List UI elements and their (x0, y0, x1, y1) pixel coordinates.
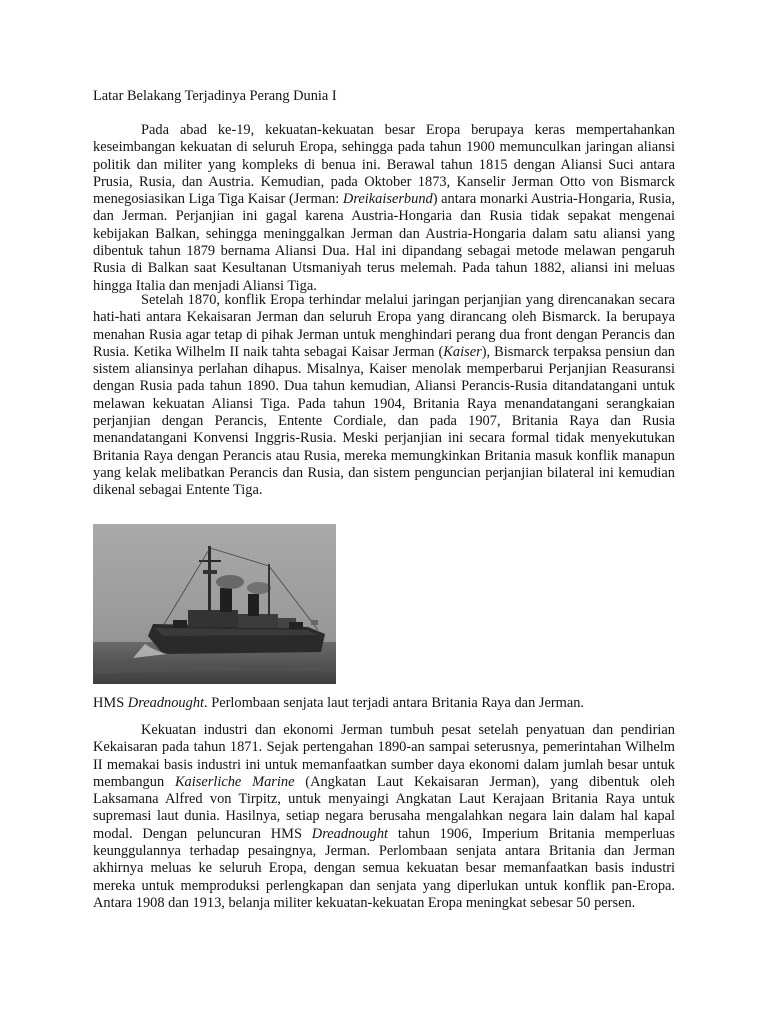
paragraph-2-text-b: ), Bismarck terpaksa pensiun dan sistem aliansinya perlahan dihapus. Misalnya, Kaiser menolak memperbarui Perjanjian Reasuransi dengan Rusia pada tahun 1890. Dua tahun kemudian, Aliansi Perancis-Rusia ditandatangani untuk melawan kekuatan Aliansi Tiga. Pada tahun 1904, Britania Raya menandatangani serangkaian perjanjian dengan Perancis, Entente Cordiale, dan pada 1907, Britania Raya dan Rusia menandatangani Konvensi Inggris-Rusia. Meski perjanjian ini secara formal tidak menyekutukan Britania Raya dengan Perancis atau Rusia, mereka memungkinkan Britania masuk konflik manapun yang kelak melibatkan Perancis dan Rusia, dan sistem penguncian perjanjian bilateral ini kemudian dikenal sebagai Entente Tiga. (93, 343, 676, 499)
paragraph-1 (93, 122, 675, 295)
paragraph-3-text-b: (Angkatan Laut Kekaisaran Jerman), yang dibentuk oleh Laksamana Alfred von Tirpitz, untuk menyaingi Angkatan Laut Kerajaan Britania Raya untuk supremasi laut dunia. Hasilnya, setiap negara berusaha mengalahkan negara lain dalam hal kapal modal. Dengan peluncuran HMS (93, 773, 675, 842)
caption-prefix: HMS (93, 695, 128, 711)
photo-caption (93, 695, 584, 712)
paragraph-2-italic: Kaiser (443, 343, 482, 360)
paragraph-2 (93, 292, 675, 500)
paragraph-3-italic-2: Dreadnought (311, 825, 389, 842)
paragraph-3 (93, 722, 675, 912)
paragraph-3-italic-1: Kaiserliche Marine (174, 773, 295, 790)
paragraph-2-text-a: Setelah 1870, konflik Eropa terhindar melalui jaringan perjanjian yang direncanakan secara hati-hati antara Kekaisaran Jerman dan seluruh Eropa yang dirancang oleh Bismarck. Ia berupaya menahan Rusia agar tetap di pihak Jerman untuk menghindari perang dua front dengan Perancis dan Rusia. Ketika Wilhelm II naik tahta sebagai Kaisar Jerman ( (93, 292, 675, 360)
document-title: Latar Belakang Terjadinya Perang Dunia I (93, 88, 337, 104)
battleship-photo (93, 524, 336, 684)
paragraph-1-text-a: Pada abad ke-19, kekuatan-kekuatan besar Eropa berupaya keras mempertahankan keseimbangan kekuatan di seluruh Eropa, sehingga pada tahun 1900 memunculkan jaringan aliansi politik dan militer yang kompleks di benua ini. Berawal tahun 1815 dengan Aliansi Suci antara Prusia, Rusia, dan Austria. Kemudian, pada Oktober 1873, Kanselir Jerman Otto von Bismarck menegosiasikan Liga Tiga Kaisar (Jerman: (93, 122, 675, 208)
caption-ship-name: Dreadnought (127, 695, 205, 711)
paragraph-3-text-a: Kekuatan industri dan ekonomi Jerman tumbuh pesat setelah penyatuan dan pendirian Kekaisaran pada tahun 1871. Sejak pertengahan 1890-an sampai seterusnya, pemerintahan Wilhelm II memakai basis industri ini untuk memanfaatkan sumber daya ekonomi dalam jumlah besar untuk membangun (93, 722, 675, 790)
caption-text: . Perlombaan senjata laut terjadi antara Britania Raya dan Jerman. (204, 695, 585, 711)
paragraph-1-italic: Dreikaiserbund (342, 191, 433, 208)
battleship-photo-image (93, 524, 336, 684)
paragraph-3-text-c: tahun 1906, Imperium Britania memperluas keunggulannya terhadap pesaingnya, Jerman. Perlombaan senjata antara Britania dan Jerman akhirnya meluas ke seluruh Eropa, dengan semua kekuatan besar memanfaatkan basis industri mereka untuk memproduksi perlengkapan dan senjata yang diperlukan untuk konflik pan-Eropa. Antara 1908 dan 1913, belanja militer kekuatan-kekuatan Eropa meningkat sebesar 50 persen. (93, 825, 675, 911)
paragraph-1-text-b: ) antara monarki Austria-Hongaria, Rusia, dan Jerman. Perjanjian ini gagal karena Austria-Hongaria dan Rusia tidak sepakat mengenai kebijakan Balkan, sehingga meninggalkan Jerman dan Austria-Hongaria dalam satu aliansi yang dibentuk tahun 1879 bernama Aliansi Dua. Hal ini dipandang sebagai metode melawan pengaruh Rusia di Balkan saat Kesultanan Utsmaniyah terus melemah. Pada tahun 1882, aliansi ini meluas hingga Italia dan menjadi Aliansi Tiga. (93, 191, 675, 294)
